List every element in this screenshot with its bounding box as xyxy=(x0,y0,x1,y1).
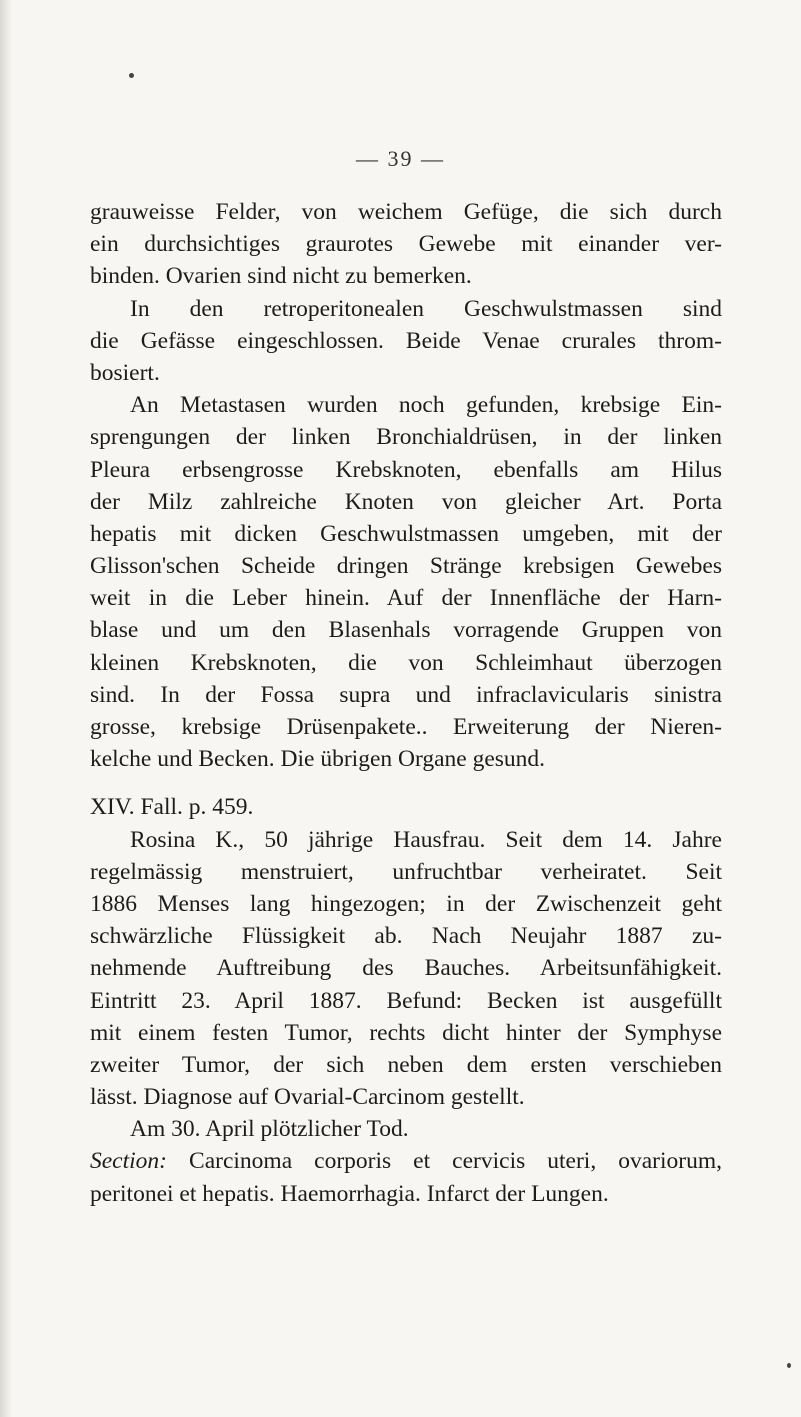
paragraph xyxy=(90,389,722,775)
text-line: grauweisse Felder, von weichem Gefüge, die sich durch xyxy=(90,199,722,225)
text-line: An Metastasen wurden noch gefunden, krebsige Ein- xyxy=(130,392,722,419)
section-gap xyxy=(90,775,722,791)
text-line: regelmässig menstruiert, unfruchtbar verheiratet. Seit xyxy=(90,858,722,885)
paragraph xyxy=(90,293,722,390)
paragraph xyxy=(90,196,722,293)
text-line: die Gefässe eingeschlossen. Beide Venae crurales throm- xyxy=(90,327,722,354)
section-text: Carcinoma corporis et cervicis uteri, ovariorum, xyxy=(167,1148,722,1175)
text-line: Glisson'schen Scheide dringen Stränge krebsigen Gewebes xyxy=(90,553,722,580)
text-line: lässt. Diagnose auf Ovarial-Carcinom gestellt. xyxy=(90,1084,525,1111)
text-line: bosiert. xyxy=(90,359,160,386)
section-label: Section: xyxy=(90,1148,167,1175)
paragraph xyxy=(90,1113,722,1145)
speck-mark xyxy=(129,73,134,78)
body-text xyxy=(90,196,722,1210)
text-line: nehmende Auftreibung des Bauches. Arbeitsunfähigkeit. xyxy=(90,955,722,982)
text-line: Pleura erbsengrosse Krebsknoten, ebenfalls am Hilus xyxy=(90,456,722,483)
text-line: der Milz zahlreiche Knoten von gleicher Art. Porta xyxy=(90,488,722,515)
text-line: mit einem festen Tumor, rechts dicht hinter der Symphyse xyxy=(90,1019,722,1046)
text-line: peritonei et hepatis. Haemorrhagia. Infarct der Lungen. xyxy=(90,1180,609,1207)
text-line: sind. In der Fossa supra und infraclavicularis sinistra xyxy=(90,681,722,708)
case-heading-line: XIV. Fall. p. 459. xyxy=(90,794,254,821)
paragraph xyxy=(90,824,722,1114)
text-line: 1886 Menses lang hingezogen; in der Zwischenzeit geht xyxy=(90,890,722,917)
speck-mark xyxy=(787,1363,791,1368)
paragraph xyxy=(90,1145,722,1209)
page-edge-shadow xyxy=(0,0,12,1417)
text-line: hepatis mit dicken Geschwulstmassen umgeben, mit der xyxy=(90,520,722,547)
text-line xyxy=(90,1145,722,1177)
text-line: kelche und Becken. Die übrigen Organe gesund. xyxy=(90,746,546,773)
text-line: zweiter Tumor, der sich neben dem ersten verschieben xyxy=(90,1051,722,1078)
text-line: Am 30. April plötzlicher Tod. xyxy=(130,1116,409,1143)
text-line: Rosina K., 50 jährige Hausfrau. Seit dem 14. Jahre xyxy=(130,826,722,853)
text-line: blase und um den Blasenhals vorragende Gruppen von xyxy=(90,617,722,644)
text-line: schwärzliche Flüssigkeit ab. Nach Neujahr 1887 zu- xyxy=(90,923,722,950)
text-line: binden. Ovarien sind nicht zu bemerken. xyxy=(90,263,472,290)
text-line: weit in die Leber hinein. Auf der Innenfläche der Harn- xyxy=(90,585,722,612)
page-number: — 39 — xyxy=(356,146,445,171)
text-line: ein durchsichtiges graurotes Gewebe mit einander ver- xyxy=(90,231,722,258)
text-line: kleinen Krebsknoten, die von Schleimhaut überzogen xyxy=(90,649,722,676)
case-heading xyxy=(90,791,722,823)
text-line: sprengungen der linken Bronchialdrüsen, in der linken xyxy=(90,424,722,451)
text-line: In den retroperitonealen Geschwulstmassen sind xyxy=(130,295,722,322)
text-line: Eintritt 23. April 1887. Befund: Becken ist ausgefüllt xyxy=(90,987,722,1014)
text-line: grosse, krebsige Drüsenpakete.. Erweiterung der Nieren- xyxy=(90,714,722,740)
